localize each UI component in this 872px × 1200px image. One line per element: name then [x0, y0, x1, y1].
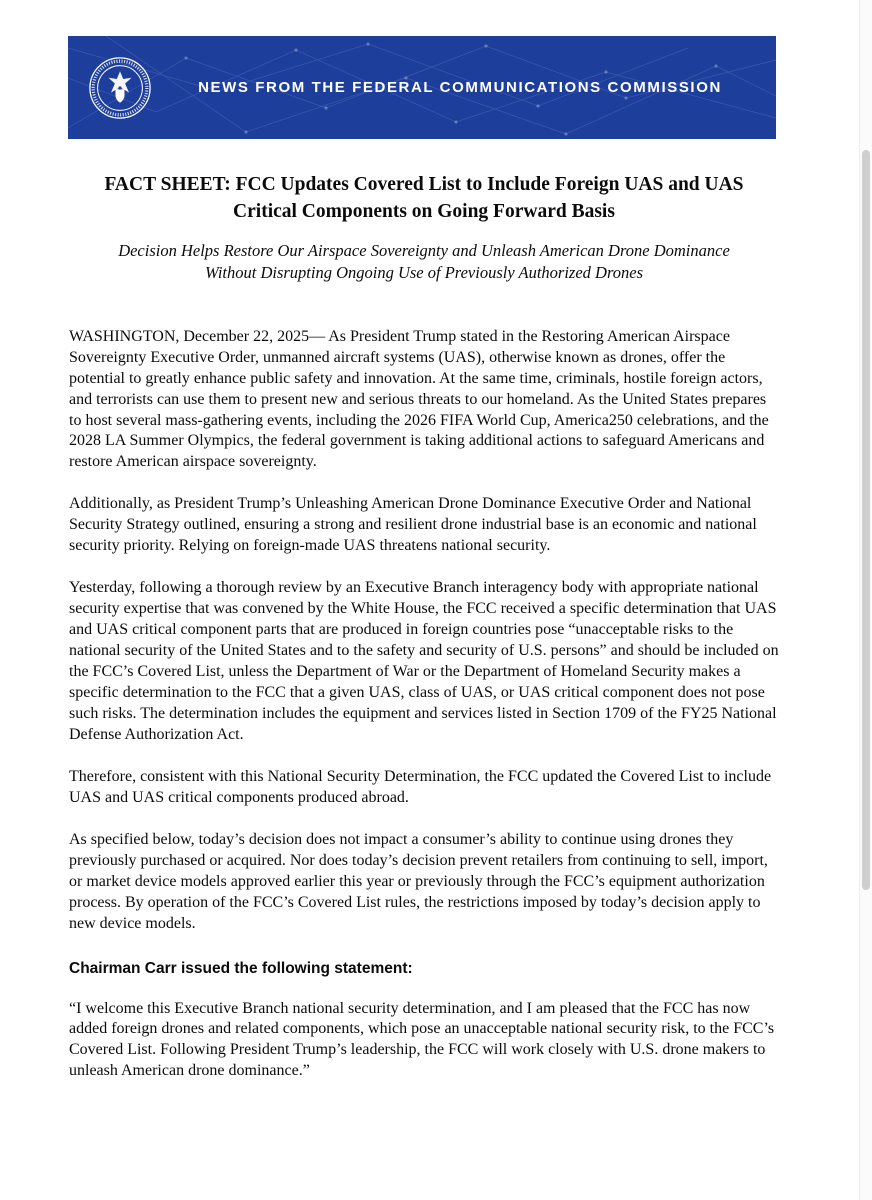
scrollbar-track[interactable] — [859, 0, 872, 1200]
paragraph-drone-dominance: Additionally, as President Trump’s Unleashing American Drone Dominance Executive Order and National Security Strategy outlined, ensuring a strong and resilient drone industrial base is an economic and national security priority. Relying on foreign-made UAS threatens national security. — [69, 495, 757, 555]
document-title: FACT SHEET: FCC Updates Covered List to Include Foreign UAS and UAS Critical Components on Going Forward Basis — [104, 174, 744, 222]
fcc-news-banner — [68, 36, 776, 139]
scrollbar-thumb[interactable] — [862, 150, 870, 890]
statement-heading: Chairman Carr issued the following statement: — [69, 959, 413, 977]
document-subtitle: Decision Helps Restore Our Airspace Sovereignty and Unleash American Drone Dominance Without Disrupting Ongoing Use of Previously Authorized Drones — [118, 240, 730, 282]
banner-title: NEWS FROM THE FEDERAL COMMUNICATIONS COMMISSION — [198, 78, 722, 96]
fcc-seal-icon — [88, 56, 152, 120]
paragraph-determination: Yesterday, following a thorough review by an Executive Branch interagency body with appropriate national security expertise that was convened by the White House, the FCC received a specific determination that UAS and UAS critical component parts that are produced in foreign countries pose “unacceptable risks to the national security of the United States and to the safety and security of U.S. persons” and should be included on the FCC’s Covered List, unless the Department of War or the Department of Homeland Security makes a specific determination to the FCC that a given UAS, class of UAS, or UAS critical component does not pose such risks. The determination includes the equipment and services listed in Section 1709 of the FY25 National Defense Authorization Act. — [69, 579, 779, 743]
chairman-statement: “I welcome this Executive Branch national security determination, and I am pleased that the FCC has now added foreign drones and related components, which pose an unacceptable national security risk, to the FCC’s Covered List. Following President Trump’s leadership, the FCC will work closely with U.S. drone makers to unleash American drone dominance.” — [69, 999, 775, 1080]
document-body — [0, 139, 872, 1082]
paragraph-dateline: WASHINGTON, December 22, 2025— As President Trump stated in the Restoring American Airspace Sovereignty Executive Order, unmanned aircraft systems (UAS), otherwise known as drones, offer the potential to greatly enhance public safety and innovation. At the same time, criminals, hostile foreign actors, and terrorists can use them to present new and serious threats to our homeland. As the United States prepares to host several mass-gathering events, including the 2026 FIFA World Cup, America250 celebrations, and the 2028 LA Summer Olympics, the federal government is taking additional actions to safeguard Americans and restore American airspace sovereignty. — [69, 327, 769, 471]
paragraph-consumer-impact: As specified below, today’s decision does not impact a consumer’s ability to continue using drones they previously purchased or acquired. Nor does today’s decision prevent retailers from continuing to sell, import, or market device models approved earlier this year or previously through the FCC’s equipment authorization process. By operation of the FCC’s Covered List rules, the restrictions imposed by today’s decision apply to new device models. — [69, 830, 768, 932]
paragraph-covered-list-update: Therefore, consistent with this National Security Determination, the FCC updated the Covered List to include UAS and UAS critical components produced abroad. — [69, 767, 772, 806]
